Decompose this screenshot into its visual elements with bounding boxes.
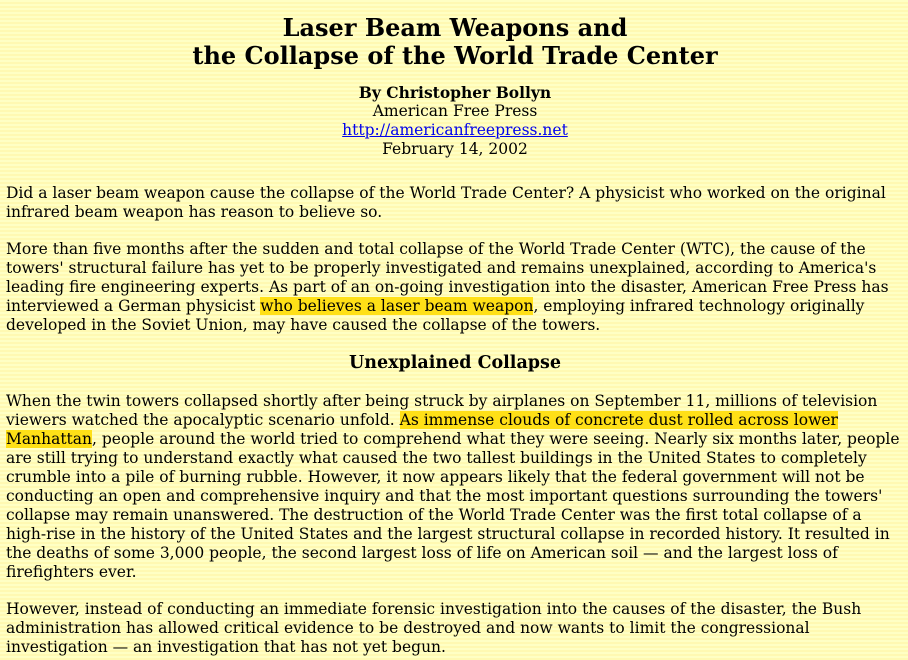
article-header xyxy=(6,0,904,159)
highlighted-text: As immense clouds of concrete dust rolled across lower Manhattan xyxy=(6,411,838,448)
title-line-1: Laser Beam Weapons and xyxy=(282,13,628,42)
byline xyxy=(6,83,904,159)
section-heading: Unexplained Collapse xyxy=(348,353,562,373)
paragraph-text: More than five months after the sudden and total collapse of the World Trade Center (WTC), the cause of the towers' structural failure has yet to be properly investigated and remains unexplained, according to America's leading fire engineering experts. As part of an on-going investigation into the disaster, American Free Press has interviewed a German physicist xyxy=(6,240,889,315)
publish-date: February 14, 2002 xyxy=(382,140,528,158)
author-name: By Christopher Bollyn xyxy=(358,83,552,102)
paragraph-administration: However, instead of conducting an immediate forensic investigation into the causes of the disaster, the Bush administration has allowed critical evidence to be destroyed and now wants to limit the congressional investigation — an investigation that has not yet begun. xyxy=(6,600,862,656)
paragraph-text: , employing infrared technology originally developed in the Soviet Union, may have caused the collapse of the towers. xyxy=(6,297,865,334)
highlighted-text: who believes a laser beam weapon xyxy=(260,297,534,315)
publication-name: American Free Press xyxy=(372,102,538,120)
paragraph-text: , people around the world tried to comprehend what they were seeing. Nearly six months later, people are still trying to understand exactly what caused the two tallest buildings in the United States to completely crumble into a pile of burning rubble. However, it now appears likely that the federal government will not be conducting an open and comprehensive inquiry and that the most important questions surrounding the towers' collapse may remain unanswered. The destruction of the World Trade Center was the first total collapse of a high-rise in the history of the United States and the largest structural collapse in recorded history. It resulted in the deaths of some 3,000 people, the second largest loss of life on American soil — and the largest loss of firefighters ever. xyxy=(6,430,900,581)
paragraph-collapse xyxy=(6,392,904,582)
article-title xyxy=(6,14,904,70)
paragraph-text: When the twin towers collapsed shortly after being struck by airplanes on September 11, millions of television viewers watched the apocalyptic scenario unfold. xyxy=(6,392,878,429)
publication-link[interactable]: http://americanfreepress.net xyxy=(342,121,568,139)
title-line-2: the Collapse of the World Trade Center xyxy=(192,41,718,70)
paragraph-intro: Did a laser beam weapon cause the collapse of the World Trade Center? A physicist who worked on the original infrared beam weapon has reason to believe so. xyxy=(6,184,886,221)
paragraph-investigation xyxy=(6,240,904,335)
